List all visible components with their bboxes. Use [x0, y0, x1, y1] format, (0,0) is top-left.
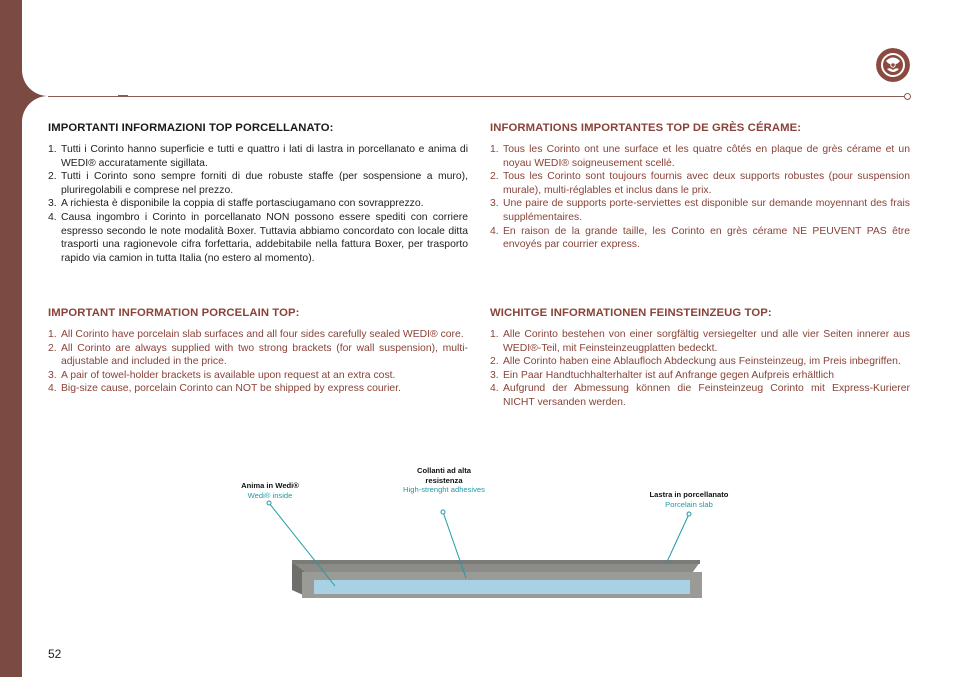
- list-item: 2. Alle Corinto haben eine Ablaufloch Abdeckung aus Feinsteinzeug, im Preis inbegriffen.: [490, 356, 901, 368]
- list-item: 1. Tutti i Corinto hanno superficie e tutti e quattro i lati di lastra in porcellanato e anima di WEDI® accuratamente sigillata.: [48, 144, 468, 169]
- callout-dot-adhesive: [441, 510, 445, 514]
- list-item: 1. Alle Corinto bestehen von einer sorgfältig versiegelter und alle vier Seiten innerer aus WEDI®-Teil, mit Feinsteinzeugplatten bedeckt.: [490, 329, 910, 354]
- callout-label-adhesive: Collanti ad alta resistenza High-strenght adhesives: [403, 466, 485, 495]
- section-french: [490, 122, 910, 252]
- list-item: 3. A richiesta è disponibile la coppia di staffe portasciugamano con sovrapprezzo.: [48, 198, 424, 210]
- wedi-core: [314, 580, 690, 594]
- slab-cross-section-diagram: [280, 520, 710, 600]
- list-item: 4. Aufgrund der Abmessung können die Feinsteinzeug Corinto mit Express-Kurierer NICHT versanden werden.: [490, 383, 910, 408]
- list-item: 4. En raison de la grande taille, les Corinto en grès cérame NE PEUVENT PAS être envoyés par courrier express.: [490, 225, 910, 251]
- info-list: [48, 328, 468, 396]
- page-number: 52: [48, 647, 62, 661]
- section-title: INFORMATIONS IMPORTANTES TOP DE GRÈS CÉRAME:: [490, 122, 802, 134]
- callout-label-core: Anima in Wedi® Wedi® inside: [241, 481, 299, 500]
- info-list: [48, 143, 468, 265]
- header-rule-end: [904, 93, 911, 100]
- slab-top-edge: [292, 560, 700, 564]
- list-item: 3. Une paire de supports porte-serviettes est disponible sur demande moyennant des frais supplémentaires.: [490, 198, 910, 223]
- callout-dot-core: [267, 501, 271, 505]
- callout-dot-slab: [687, 512, 691, 516]
- header-curve: [22, 0, 62, 96]
- section-italian: [48, 122, 468, 265]
- section-title: WICHITGE INFORMATIONEN FEINSTEINZEUG TOP:: [490, 307, 772, 319]
- list-item: 4. Big-size cause, porcelain Corinto can NOT be shipped by express courier.: [48, 383, 401, 395]
- list-item: 4. Causa ingombro i Corinto in porcellanato NON possono essere spediti con corriere espresso secondo le note modalità Boxer. Tuttavia abbiamo concordato con locale ditta trasporti una ragionevole cifra forfettaria, addebitabile nella fattura Boxer, per trasporto rapido via camion in tutta Italia (no estero al momento).: [48, 211, 468, 264]
- header-rule: [48, 96, 908, 97]
- brand-logo-icon: [876, 48, 910, 82]
- header-rule-mark: [118, 95, 128, 97]
- section-title: IMPORTANT INFORMATION PORCELAIN TOP:: [48, 307, 300, 319]
- list-item: 2. Tutti i Corinto sono sempre forniti di due robuste staffe (per sospensione a muro), pluriregolabili e comprese nel prezzo.: [48, 171, 468, 196]
- section-german: [490, 307, 910, 410]
- list-item: 2. All Corinto are always supplied with two strong brackets (for wall suspension), multi-adjustable and included in the price.: [48, 342, 468, 368]
- section-english: [48, 307, 468, 396]
- list-item: 1. Tous les Corinto ont une surface et les quatre côtés en plaque de grès cérame et un noyau WEDI® soigneusement scellé.: [490, 144, 910, 169]
- brand-side-bar: [0, 0, 22, 677]
- info-list: [490, 143, 910, 252]
- list-item: 2. Tous les Corinto sont toujours fournis avec deux supports robustes (pour suspension murale), multi-réglables et inclus dans le prix.: [490, 171, 910, 196]
- list-item: 3. A pair of towel-holder brackets is available upon request at an extra cost.: [48, 369, 396, 381]
- info-list: [490, 328, 910, 410]
- list-item: 3. Ein Paar Handtuchhalterhalter ist auf Anfrange gegen Aufpreis erhältlich: [490, 369, 834, 381]
- callout-label-slab: Lastra in porcellanato Porcelain slab: [649, 490, 729, 509]
- section-title: IMPORTANTI INFORMAZIONI TOP PORCELLANATO:: [48, 122, 334, 134]
- list-item: 1. All Corinto have porcelain slab surfaces and all four sides carefully sealed WEDI® core.: [48, 329, 464, 340]
